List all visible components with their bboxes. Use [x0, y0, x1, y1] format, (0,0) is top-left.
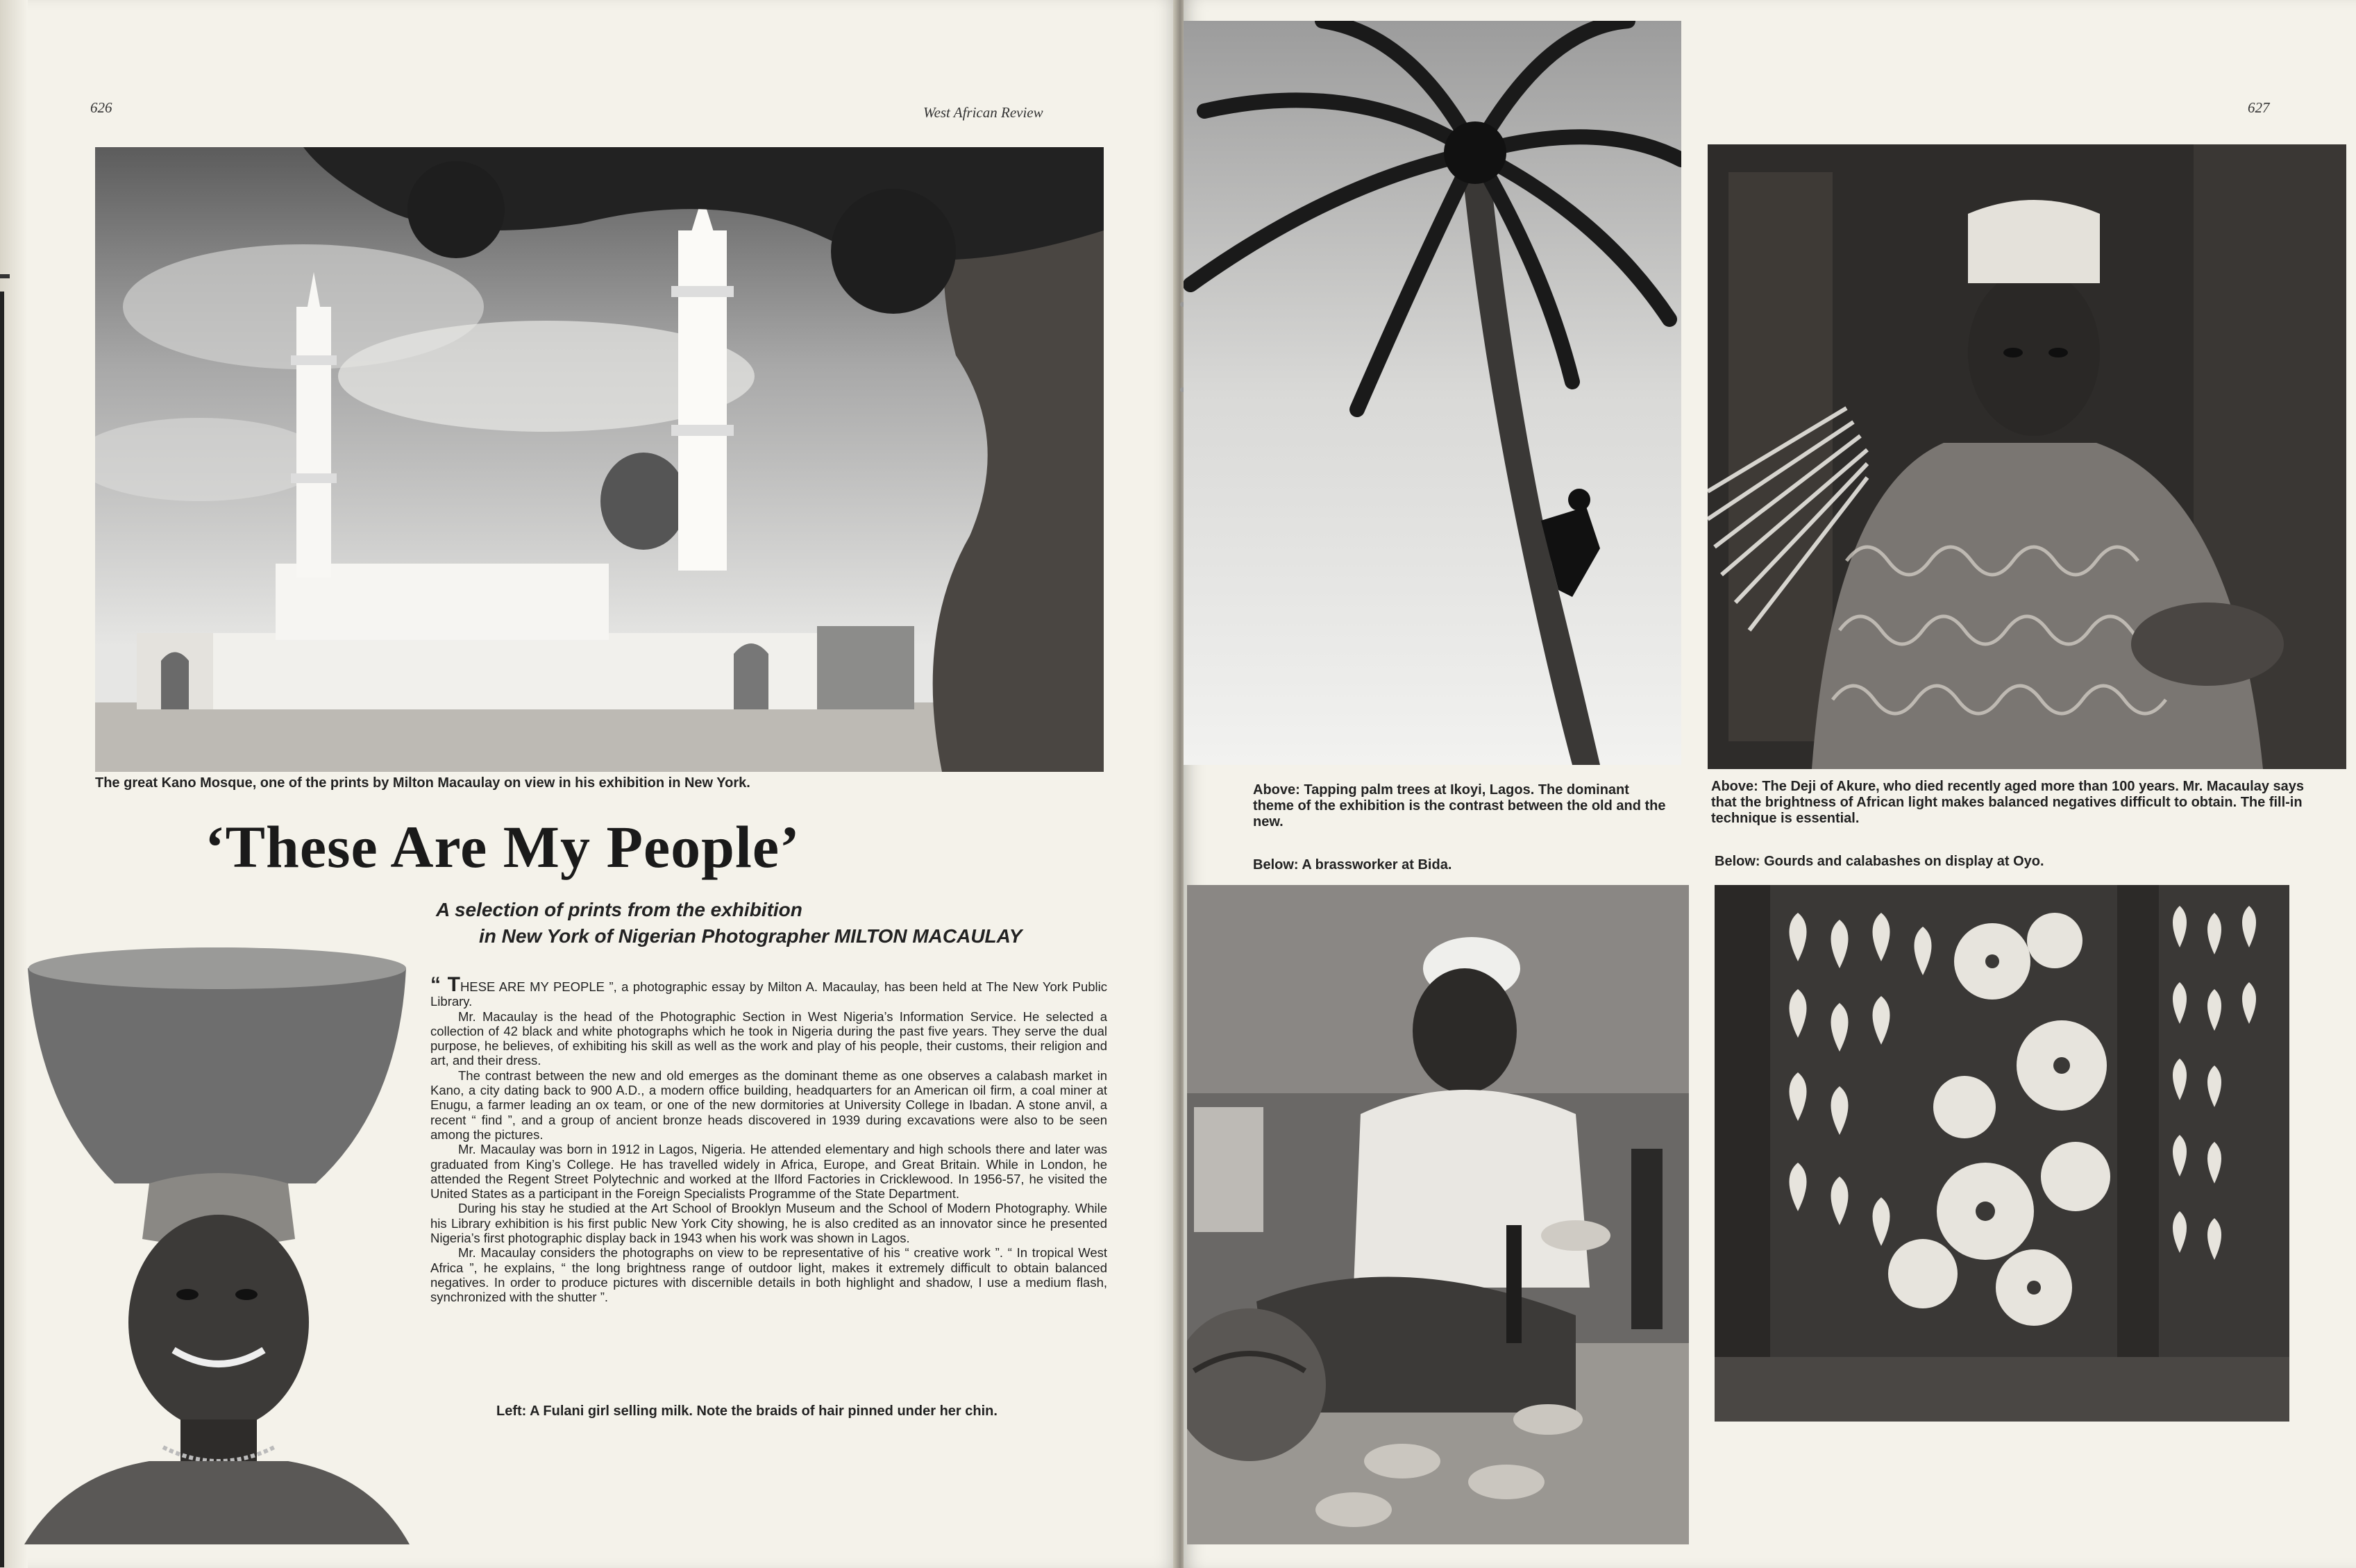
paragraph-4: Mr. Macaulay was born in 1912 in Lagos, Nigeria. He attended elementary and high schools there and later was graduated from King’s College. He has travelled widely in Africa, Europe, and Great Britain. While in London, he attended the Regent Street Polytechnic and worked at the Ilford Factories in Cricklewood. In 1956-57, he visited the United States as a participant in the Foreign Specialists Programme of the State Department. — [430, 1142, 1107, 1202]
subtitle-line-2: in New York of Nigerian Photographer MILTON MACAULAY — [479, 925, 1023, 947]
caption-palm-tree: Above: Tapping palm trees at Ikoyi, Lagos. The dominant theme of the exhibition is the contrast between the old and the new. — [1253, 782, 1666, 829]
paragraph-intro — [430, 973, 1107, 1009]
subtitle-line-1: A selection of prints from the exhibition — [436, 899, 802, 920]
caption-gourds: Below: Gourds and calabashes on display at Oyo. — [1715, 854, 2044, 869]
article-title: ‘These Are My People’ — [205, 813, 800, 880]
caption-fulani-girl: Left: A Fulani girl selling milk. Note the braids of hair pinned under her chin. — [496, 1403, 998, 1419]
paragraph-6: Mr. Macaulay considers the photographs on view to be representative of his “ creative work ”. “ In tropical West Africa ”, he explains, “ the long brightness range of outdoor light, makes it extremely difficult to obtain balanced negatives. In order to produce pictures with discernible details in both highlight and shadow, I use a medium flash, synchronized with the shutter ”. — [430, 1245, 1107, 1305]
page-edge — [0, 0, 28, 1568]
kano-mosque-photo — [95, 147, 1104, 772]
page-number-right: 627 — [2248, 99, 2270, 116]
running-head: West African Review — [923, 104, 1043, 121]
palm-tree-photo — [1184, 21, 1681, 765]
edge-bar — [0, 292, 4, 1567]
caption-deji-of-akure: Above: The Deji of Akure, who died recently aged more than 100 years. Mr. Macaulay says that the brightness of African light makes balanced negatives difficult to obtain. The fill-in technique is essential. — [1711, 779, 2305, 826]
left-page — [0, 0, 1177, 1568]
brassworker-photo — [1187, 885, 1689, 1544]
article-body — [430, 973, 1107, 1305]
caption-kano-mosque: The great Kano Mosque, one of the prints by Milton Macaulay on view in his exhibition in New York. — [95, 775, 750, 791]
paragraph-2: Mr. Macaulay is the head of the Photographic Section in West Nigeria’s Information Service. He selected a collection of 42 black and white photographs which he took in Nigeria during the past five years. They serve the dual purpose, he believes, of exhibiting his skill as well as the work and play of his people, their customs, their religion and art, and their dress. — [430, 1009, 1107, 1068]
drop-cap: “ T — [430, 973, 460, 996]
paragraph-3: The contrast between the new and old emerges as the dominant theme as one observes a calabash market in Kano, a city dating back to 900 A.D., a modern office building, headquarters for an American oil firm, a coal miner at Enugu, a farmer leading an ox team, or one of the new dormitories at University College in Ibadan. A stone anvil, a recent “ find ”, and a group of ancient bronze heads discovered in 1939 during excavations were also to be seen among the pictures. — [430, 1068, 1107, 1142]
caption-brassworker: Below: A brassworker at Bida. — [1253, 857, 1452, 872]
gourds-calabashes-photo — [1715, 885, 2289, 1422]
deji-of-akure-photo — [1708, 144, 2346, 769]
edge-mark — [0, 274, 10, 278]
right-page — [1184, 0, 2356, 1568]
fulani-girl-photo — [24, 934, 410, 1544]
paragraph-1: HESE ARE MY PEOPLE ”, a photographic essay by Milton A. Macaulay, has been held at The New York Public Library. — [430, 979, 1107, 1009]
paragraph-5: During his stay he studied at the Art School of Brooklyn Museum and the School of Modern Photography. While his Library exhibition is his first public New York City showing, he is also credited as an innovator since he presented Nigeria’s first photographic display back in 1943 when his work was shown in Lagos. — [430, 1201, 1107, 1246]
page-number-left: 626 — [90, 99, 112, 116]
